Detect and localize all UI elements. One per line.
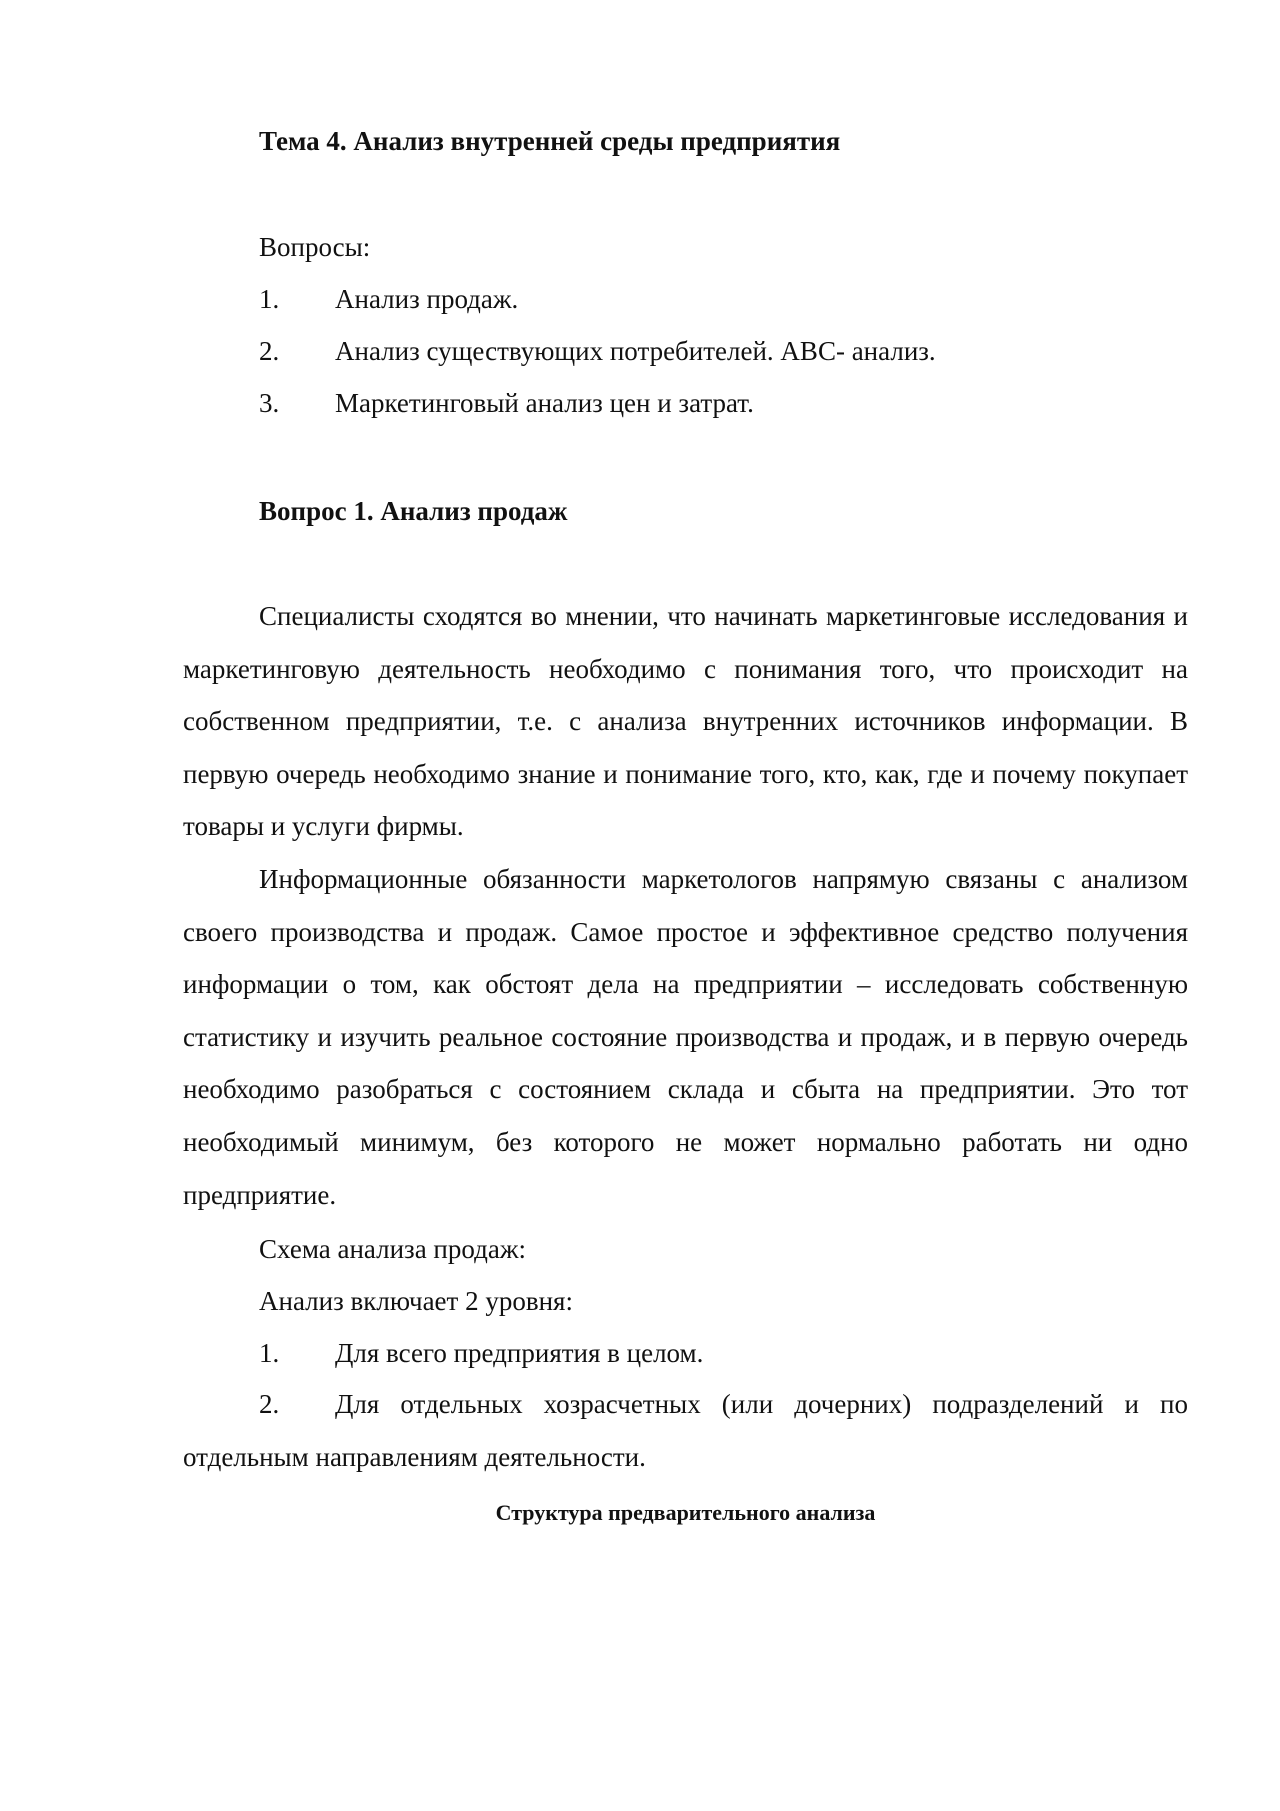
level-number: 1. [259,1338,280,1368]
section-title: Вопрос 1. Анализ продаж [259,496,568,526]
question-text: Анализ продаж. [335,284,519,314]
question-number: 1. [259,284,280,314]
document-title: Тема 4. Анализ внутренней среды предприятия [259,126,841,156]
level-text: Для всего предприятия в целом. [335,1338,704,1368]
levels-line: Анализ включает 2 уровня: [259,1286,573,1316]
level-number: 2. [259,1389,280,1419]
paragraph: Специалисты сходятся во мнении, что начинать маркетинговые исследования и маркетинговую деятельность необходимо с понимания того, что происходит на собственном предприятии, т.е. с анализа внутренних источников информации. В первую очередь необходимо знание и понимание того, кто, как, где и почему покупает товары и услуги фирмы. [183,601,1188,842]
questions-label: Вопросы: [259,232,371,262]
scheme-line: Схема анализа продаж: [259,1234,526,1264]
level-text: Для отдельных хозрасчетных (или дочерних) подразделений и по отдельным направлениям деятельности. [183,1389,1188,1472]
question-number: 3. [259,388,280,418]
paragraph: Информационные обязанности маркетологов напрямую связаны с анализом своего производства и продаж. Самое простое и эффективное средство получения информации о том, как обстоят дела на предприятии – исследовать собственную статистику и изучить реальное состояние производства и продаж, и в первую очередь необходимо разобраться с состоянием склада и сбыта на предприятии. Это тот необходимый минимум, без которого не может нормально работать ни одно предприятие. [183,864,1188,1210]
question-item [259,388,754,419]
level-item [259,1338,703,1369]
question-item [259,336,936,367]
question-item [259,284,518,315]
question-text: Маркетинговый анализ цен и затрат. [335,388,754,418]
question-number: 2. [259,336,280,366]
figure-caption: Структура предварительного анализа [495,1500,876,1525]
question-text: Анализ существующих потребителей. ABC- анализ. [335,336,936,366]
level-item [183,1378,1188,1483]
